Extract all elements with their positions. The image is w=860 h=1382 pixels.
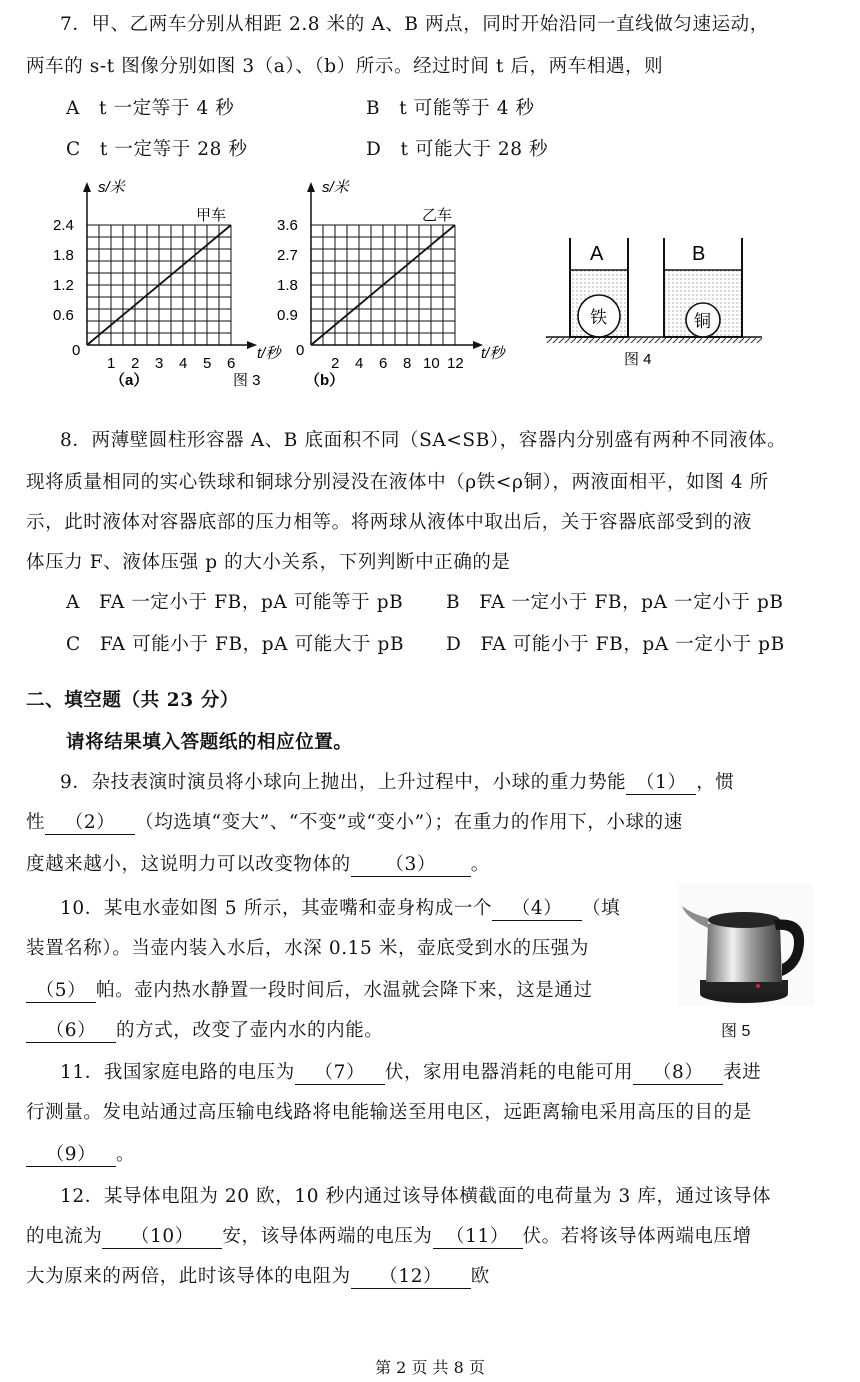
q10-line3: [26, 978, 593, 1004]
q11-line3: [26, 1142, 135, 1168]
graph-a-xlabel: t/秒: [257, 345, 281, 362]
q10-text-3b: 帕。壶内热水静置一段时间后，水温就会降下来，这是通过: [96, 980, 593, 1001]
y-tick-label: 2.4: [53, 217, 74, 234]
graph-a-ylabel: s/米: [98, 179, 125, 196]
q9-text-1a: 9．杂技表演时演员将小球向上抛出，上升过程中，小球的重力势能: [60, 772, 627, 793]
q12-text-2a: 的电流为: [26, 1226, 103, 1247]
iron-ball-label: 铁: [590, 308, 607, 327]
q7-option-a: A t 一定等于 4 秒: [66, 98, 235, 119]
graph-a-y-arrow: [83, 182, 91, 192]
figures-3-4: [0, 170, 860, 395]
q7-line2: 两车的 s-t 图像分别如图 3（a）、（b）所示。经过时间 t 后，两车相遇，则: [26, 56, 664, 77]
q12-line1: 12．某导体电阻为 20 欧，10 秒内通过该导体横截面的电荷量为 3 库，通过该导体: [60, 1186, 772, 1207]
x-tick-label: 8: [403, 355, 412, 372]
q8-line3: 示，此时液体对容器底部的压力相等。将两球从液体中取出后，关于容器底部受到的液: [26, 512, 752, 533]
q10-line2: 装置名称）。当壶内装入水后，水深 0.15 米，壶底受到水的压强为: [26, 938, 590, 959]
blank-12[interactable]: （12）: [351, 1266, 471, 1289]
q7-line1: 7．甲、乙两车分别从相距 2.8 米的 A、B 两点，同时开始沿同一直线做匀速运动，: [60, 14, 769, 35]
q12-text-2c: 伏。若将该导体两端电压增: [522, 1226, 752, 1247]
y-tick-label: 1.8: [277, 277, 298, 294]
q9-text-3a: 度越来越小，这说明力可以改变物体的: [26, 854, 351, 875]
q9-text-2b: （均选填“变大”、“不变”或“变小”）；在重力的作用下，小球的速: [135, 812, 683, 833]
y-tick-label: 0.6: [53, 307, 74, 324]
figure-3-caption: 图 3: [233, 372, 261, 389]
q11-line2: 行测量。发电站通过高压输电线路将电能输送至用电区，远距离输电采用高压的目的是: [26, 1102, 752, 1123]
x-tick-label: 4: [179, 355, 188, 372]
x-tick-label: 1: [107, 355, 116, 372]
q12-text-2b: 安，该导体两端的电压为: [222, 1226, 433, 1247]
q8-option-c: C FA 可能小于 FB，pA 可能大于 pB: [66, 634, 405, 655]
graph-b-ylabel: s/米: [322, 179, 349, 196]
q12-line2: [26, 1224, 752, 1250]
container-a-label: A: [590, 243, 604, 265]
graph-b-car-label: 乙车: [422, 207, 453, 224]
graph-b-y-arrow: [307, 182, 315, 192]
kettle-illustration: [678, 884, 814, 1006]
x-tick-label: 2: [131, 355, 140, 372]
q9-line2: [26, 810, 683, 836]
q11-text-1b: 伏，家用电器消耗的电能可用: [384, 1062, 634, 1083]
q11-line1: [60, 1060, 761, 1086]
blank-7[interactable]: （7）: [295, 1062, 385, 1085]
kettle-lid: [708, 912, 780, 928]
kettle-spout: [682, 906, 708, 928]
q8-line1: 8．两薄壁圆柱形容器 A、B 底面积不同（SA<SB），容器内分别盛有两种不同液体。: [60, 430, 787, 451]
section-title: 二、填空题（共 23 分）: [26, 690, 239, 711]
figure-4: [546, 238, 762, 368]
x-tick-label: 6: [379, 355, 388, 372]
q8-line2: 现将质量相同的实心铁球和铜球分别浸没在液体中（ρ铁<ρ铜），两液面相平，如图 4 所: [26, 472, 769, 493]
graph-b-xlabel: t/秒: [481, 345, 505, 362]
blank-8[interactable]: （8）: [633, 1062, 723, 1085]
graph-b-origin: 0: [296, 342, 305, 359]
q10-text-4b: 的方式，改变了壶内水的内能。: [116, 1020, 384, 1041]
blank-3[interactable]: （3）: [351, 854, 471, 877]
q10-line4: [26, 1018, 383, 1044]
q7-option-d: D t 可能大于 28 秒: [366, 139, 549, 160]
figure-5-caption: 图 5: [721, 1023, 751, 1040]
blank-6[interactable]: （6）: [26, 1020, 116, 1043]
q11-text-1a: 11．我国家庭电路的电压为: [60, 1062, 295, 1083]
blank-2[interactable]: （2）: [45, 812, 135, 835]
y-tick-label: 0.9: [277, 307, 298, 324]
copper-ball-label: 铜: [694, 312, 711, 331]
figure-4-caption: 图 4: [624, 351, 652, 368]
section-instruction: 请将结果填入答题纸的相应位置。: [66, 732, 353, 753]
q11-text-1c: 表进: [723, 1062, 762, 1083]
graph-a-car-label: 甲车: [196, 207, 227, 224]
q8-option-d: D FA 可能小于 FB，pA 一定小于 pB: [446, 634, 785, 655]
x-tick-label: 6: [227, 355, 236, 372]
q12-line3: [26, 1264, 490, 1290]
graph-a: [53, 179, 283, 389]
q11-text-3b: 。: [116, 1144, 136, 1165]
x-tick-label: 10: [423, 355, 440, 372]
x-tick-label: 2: [331, 355, 340, 372]
blank-10[interactable]: （10）: [102, 1226, 222, 1249]
y-tick-label: 2.7: [277, 247, 298, 264]
blank-9[interactable]: （9）: [26, 1144, 116, 1167]
q10-text-1b: （填: [582, 898, 621, 919]
q8-option-b: B FA 一定小于 FB，pA 一定小于 pB: [446, 592, 784, 613]
y-tick-label: 1.8: [53, 247, 74, 264]
y-tick-label: 3.6: [277, 217, 298, 234]
graph-b: [277, 179, 507, 389]
x-tick-label: 3: [155, 355, 164, 372]
blank-1[interactable]: （1）: [626, 772, 696, 795]
graph-a-x-arrow: [247, 341, 257, 349]
blank-5[interactable]: （5）: [26, 980, 96, 1003]
q10-line1: [60, 896, 620, 922]
q8-line4: 体压力 F、液体压强 p 的大小关系，下列判断中正确的是: [26, 552, 511, 573]
q8-option-a: A FA 一定小于 FB，pA 可能等于 pB: [66, 592, 404, 613]
q9-text-3b: 。: [470, 854, 490, 875]
x-tick-label: 5: [203, 355, 212, 372]
graph-a-label: （a）: [110, 372, 149, 389]
y-tick-label: 1.2: [53, 277, 74, 294]
blank-11[interactable]: （11）: [433, 1226, 523, 1249]
q7-option-b: B t 可能等于 4 秒: [366, 98, 535, 119]
x-tick-label: 4: [355, 355, 364, 372]
q7-option-c: C t 一定等于 28 秒: [66, 139, 248, 160]
blank-4[interactable]: （4）: [492, 898, 582, 921]
q9-text-2a: 性: [26, 812, 46, 833]
page-number: 第 2 页 共 8 页: [375, 1358, 485, 1377]
kettle-photo: [678, 884, 814, 1006]
container-b-label: B: [692, 243, 706, 265]
q12-text-3a: 大为原来的两倍，此时该导体的电阻为: [26, 1266, 351, 1287]
graph-a-origin: 0: [72, 342, 81, 359]
q12-text-3b: 欧: [470, 1266, 490, 1287]
q9-line1: [60, 770, 734, 796]
kettle-indicator-light: [756, 984, 760, 988]
ground-hatch: [546, 337, 762, 343]
q10-text-1a: 10．某电水壶如图 5 所示，其壶嘴和壶身构成一个: [60, 898, 493, 919]
q9-text-1b: ，惯: [696, 772, 735, 793]
x-tick-label: 12: [447, 355, 464, 372]
graph-b-label: （b）: [305, 372, 345, 389]
q9-line3: [26, 852, 490, 878]
